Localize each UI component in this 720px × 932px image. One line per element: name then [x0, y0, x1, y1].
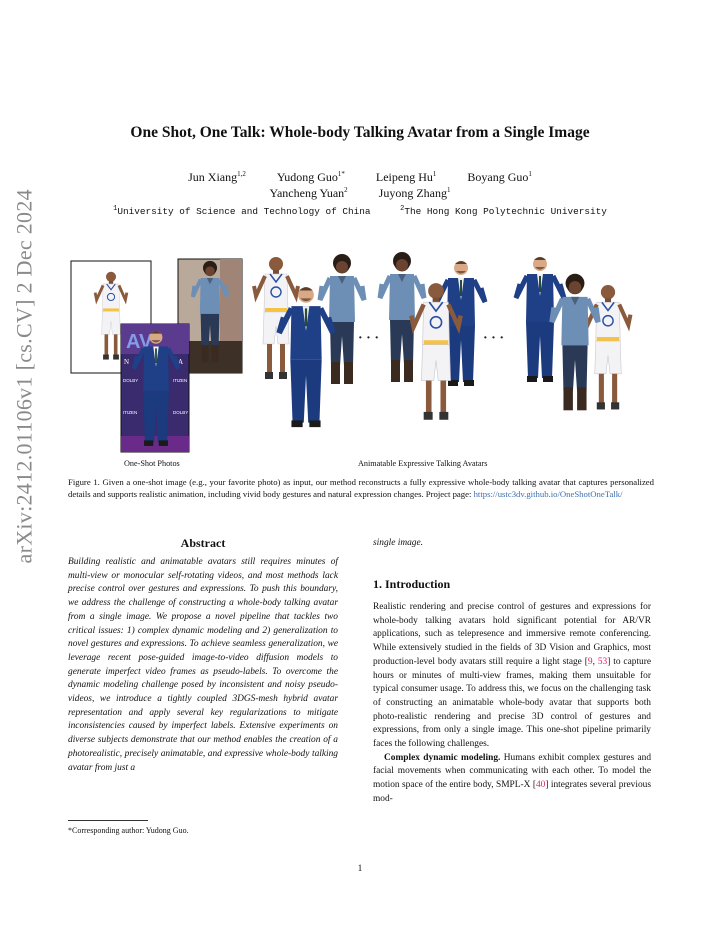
figure-caption: Figure 1. Given a one-shot image (e.g., your favorite photo) as input, our method reconstructs a fully expressive whole-body talking avatar that captures personalized details and supports realistic animation, including vivid body gestures and natural expression changes. Project page: https://ustc3dv.github.io/OneShotOneTalk/	[68, 477, 654, 500]
arxiv-identifier: arXiv:2412.01106v1 [cs.CV] 2 Dec 2024	[11, 189, 37, 564]
avatar-group-center	[380, 252, 485, 420]
svg-text:· · ·: · · ·	[483, 331, 505, 346]
authors-line-1	[0, 170, 720, 185]
avatar-group-left	[254, 254, 364, 427]
intro-paragraph-1: Realistic rendering and precise control of gestures and expressions for whole-body talking avatars hold significant potential for AR/VR applications, such as telepresence and immersive remote conferencing. While extensively studied in the fields of 3D Vision and Graphics, most production-level body avatars still require a light stage [9, 53] to capture hours or minutes of multi-view frames, making them unsuitable for typical consumer usage. To address this, we focus on the challenging task of constructing an animatable whole-body avatar that supports both photo-realistic rendering and precise 3D control of gestures and expressions, from only a single image. This one-shot pipeline primarily faces the following challenges.	[373, 602, 652, 750]
svg-text:A: A	[178, 358, 184, 366]
abstract-continued: single image.	[373, 538, 423, 548]
author: Leipeng Hu$^1$	[375, 170, 437, 184]
abstract-heading: Abstract	[180, 536, 226, 550]
intro-paragraph-2: Complex dynamic modeling. Humans exhibit complex gestures and facial movements when communicating with each other. To model the motion space of the entire body, SMPL-X [40] integrates several previous mod-	[373, 752, 652, 804]
figure-label-left: One-Shot Photos	[124, 459, 180, 468]
footnote-rule	[68, 820, 148, 821]
avatar-group-right	[516, 257, 630, 410]
project-page-link[interactable]: https://ustc3dv.github.io/OneShotOneTalk/	[473, 489, 623, 500]
page-number: 1	[357, 864, 363, 874]
affiliation: $^2$The Hong Kong Polytechnic University	[400, 204, 607, 217]
author: Juyong Zhang$^1$	[378, 186, 451, 200]
citation-link[interactable]: 40	[535, 780, 546, 791]
svg-text:DOLBY: DOLBY	[123, 378, 139, 383]
introduction-heading: 1. Introduction	[373, 577, 451, 591]
teaser-figure	[70, 256, 650, 468]
citation-link[interactable]: 53	[597, 656, 608, 667]
citation-link[interactable]: 9	[587, 656, 593, 667]
abstract-text: Building realistic and animatable avatars still requires minutes of multi-view or monocular self-rotating videos, and most methods lack precise control over gestures and expressions. To push this boundary, we address the challenge of constructing a whole-body talking avatar from a single image. We propose a novel pipeline that tackles two critical issues: 1) complex dynamic modeling and 2) generalization to novel gestures and expressions. To achieve seamless generalization, we leverage recent pose-guided image-to-video diffusion models to generate imperfect video frames as pseudo-labels. To overcome the dynamic modeling challenge posed by inconsistent and noisy pseudo-videos, we introduce a tightly coupled 3DGS-mesh hybrid avatar representation and apply several key regularizations to mitigate inconsistencies caused by imperfect labels. Extensive experiments on diverse subjects demonstrate that our method enables the creation of a photorealistic, precisely animatable, and expressive whole-body talking avatar from just a	[68, 557, 338, 773]
svg-text:DOLBY: DOLBY	[173, 410, 189, 415]
author: Yudong Guo$^{1*}$	[276, 170, 345, 184]
svg-text:ITIZEN: ITIZEN	[123, 410, 138, 415]
svg-text:N: N	[124, 358, 130, 366]
affiliation: $^1$University of Science and Technology of China	[113, 204, 371, 217]
author: Yancheng Yuan$^2$	[269, 186, 348, 200]
author: Boyang Guo$^1$	[467, 170, 532, 184]
svg-text:ITIZEN: ITIZEN	[173, 378, 188, 383]
authors-line-2	[0, 186, 720, 201]
svg-text:AV: AV	[126, 331, 153, 353]
affiliations	[0, 206, 720, 217]
figure-label-right: Animatable Expressive Talking Avatars	[358, 459, 488, 468]
author: Jun Xiang$^{1,2}$	[188, 170, 246, 184]
footnote: *Corresponding author: Yudong Guo.	[68, 826, 189, 835]
svg-text:· · ·: · · ·	[358, 331, 380, 346]
paper-title: One Shot, One Talk: Whole-body Talking Avatar from a Single Image	[130, 124, 590, 141]
introduction-text	[373, 601, 651, 807]
